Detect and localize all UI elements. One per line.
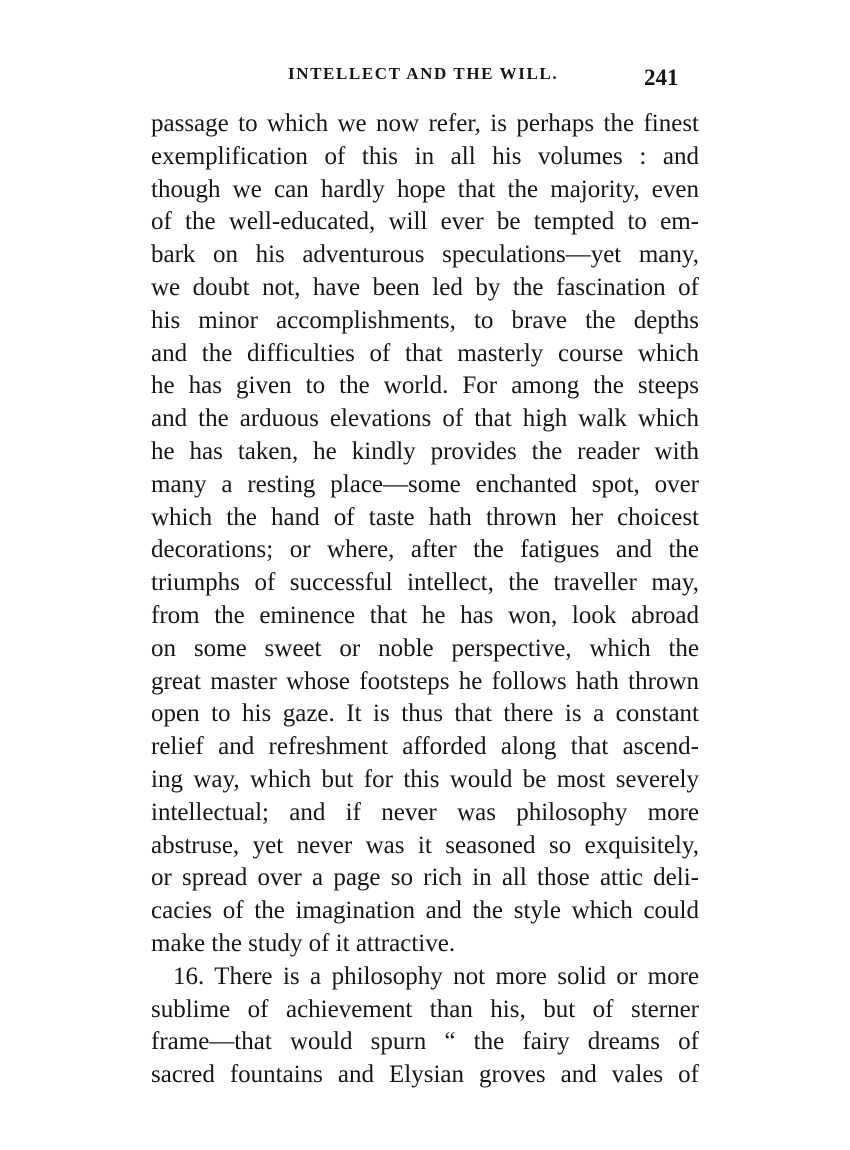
- text-line: great master whose footsteps he follows hath thrown: [151, 667, 699, 695]
- paragraph-end-line: make the study of it attractive.: [151, 929, 456, 957]
- text-line: though we can hardly hope that the majority, even: [151, 175, 699, 203]
- running-title: INTELLECT AND THE WILL.: [288, 64, 559, 83]
- text-line: or spread over a page so rich in all those attic deli-: [151, 864, 699, 892]
- text-line: cacies of the imagination and the style which could: [151, 897, 699, 925]
- text-line: on some sweet or noble perspective, which the: [151, 634, 699, 662]
- text-line: relief and refreshment afforded along that ascend-: [151, 733, 699, 761]
- text-line: decorations; or where, after the fatigues and the: [151, 536, 699, 564]
- text-line: we doubt not, have been led by the fascination of: [151, 273, 699, 301]
- text-line: abstruse, yet never was it seasoned so exquisitely,: [151, 831, 699, 859]
- text-line: and the difficulties of that masterly course which: [151, 339, 699, 367]
- text-line: from the eminence that he has won, look abroad: [151, 601, 699, 629]
- text-line: many a resting place—some enchanted spot, over: [151, 470, 699, 498]
- text-line: sacred fountains and Elysian groves and vales of: [151, 1061, 699, 1089]
- text-line: bark on his adventurous speculations—yet many,: [151, 241, 699, 269]
- text-line: passage to which we now refer, is perhaps the finest: [151, 110, 699, 137]
- text-line: ing way, which but for this would be most severely: [151, 765, 699, 793]
- text-line: intellectual; and if never was philosophy more: [151, 798, 699, 826]
- section-start-line: 16. There is a philosophy not more solid or more: [173, 962, 699, 990]
- text-line: his minor accomplishments, to brave the depths: [151, 306, 699, 334]
- text-line: and the arduous elevations of that high walk which: [151, 405, 699, 433]
- text-line: open to his gaze. It is thus that there is a constant: [151, 700, 699, 728]
- text-line: frame—that would spurn “ the fairy dreams of: [151, 1028, 699, 1056]
- text-line: he has given to the world. For among the steeps: [151, 372, 699, 400]
- page-number: 241: [644, 65, 679, 90]
- text-line: which the hand of taste hath thrown her choicest: [151, 503, 699, 531]
- text-line: he has taken, he kindly provides the reader with: [151, 437, 699, 465]
- text-line: sublime of achievement than his, but of sterner: [151, 995, 699, 1023]
- body-text: [151, 108, 699, 1092]
- text-line: exemplification of this in all his volumes : and: [151, 142, 699, 170]
- text-line: of the well-educated, will ever be tempted to em-: [151, 208, 699, 236]
- text-line: triumphs of successful intellect, the traveller may,: [151, 569, 699, 597]
- running-head: [0, 62, 850, 92]
